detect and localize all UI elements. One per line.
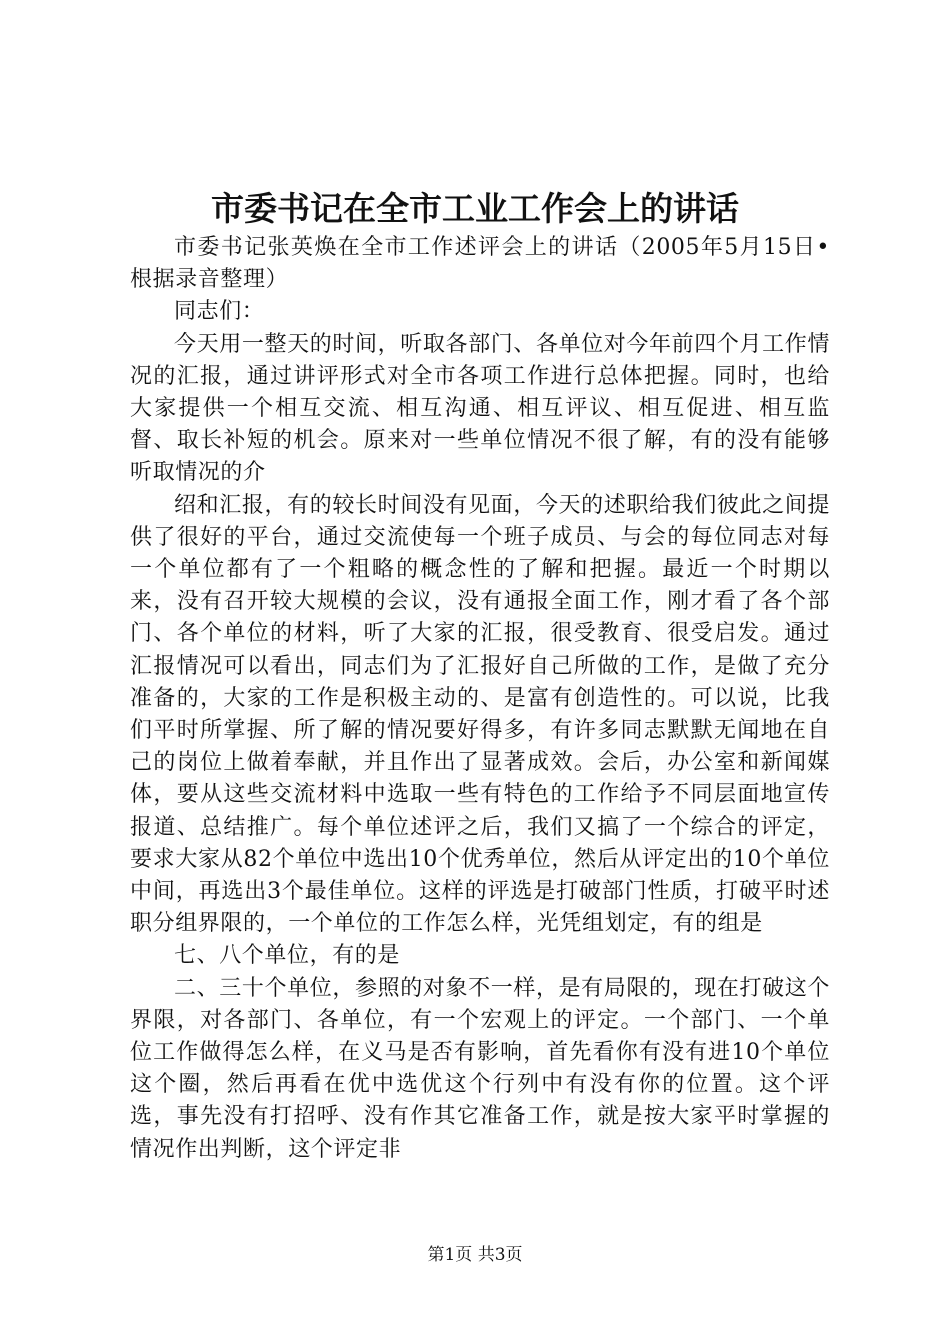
page-number-footer: 第1页 共3页 <box>427 1245 523 1265</box>
document-body <box>130 232 830 1166</box>
paragraph-salutation: 同志们： <box>174 299 265 325</box>
paragraph: 绍和汇报，有的较长时间没有见面，今天的述职给我们彼此之间提供了很好的平台，通过交流使每一个班子成员、与会的每位同志对每一个单位都有了一个粗略的概念性的了解和把握。最近一个时期以来，没有召开较大规模的会议，没有通报全面工作，刚才看了各个部门、各个单位的材料，听了大家的汇报，很受教育、很受启发。通过汇报情况可以看出，同志们为了汇报好自己所做的工作，是做了充分准备的，大家的工作是积极主动的、是富有创造性的。可以说，比我们平时所掌握、所了解的情况要好得多，有许多同志默默无闻地在自己的岗位上做着奉献，并且作出了显著成效。会后，办公室和新闻媒体，要从这些交流材料中选取一些有特色的工作给予不同层面地宣传报道、总结推广。每个单位述评之后，我们又搞了一个综合的评定，要求大家从82个单位中选出10个优秀单位，然后从评定出的10个单位中间，再选出3个最佳单位。这样的评选是打破部门性质，打破平时述职分组界限的，一个单位的工作怎么样，光凭组划定，有的组是 <box>130 492 830 937</box>
paragraph-intro: 市委书记张英焕在全市工作述评会上的讲话（2005年5月15日•根据录音整理） <box>130 235 830 293</box>
paragraph: 七、八个单位，有的是 <box>174 943 401 969</box>
paragraph: 今天用一整天的时间，听取各部门、各单位对今年前四个月工作情况的汇报，通过讲评形式对全市各项工作进行总体把握。同时，也给大家提供一个相互交流、相互沟通、相互评议、相互促进、相互监督、取长补短的机会。原来对一些单位情况不很了解，有的没有能够听取情况的介 <box>130 331 830 486</box>
document-title: 市委书记在全市工业工作会上的讲话 <box>211 189 739 228</box>
paragraph: 二、三十个单位，参照的对象不一样，是有局限的，现在打破这个界限，对各部门、各单位，有一个宏观上的评定。一个部门、一个单位工作做得怎么样，在义马是否有影响，首先看你有没有进10个单位这个圈，然后再看在优中选优这个行列中有没有你的位置。这个评选，事先没有打招呼、没有作其它准备工作，就是按大家平时掌握的情况作出判断，这个评定非 <box>130 975 830 1162</box>
